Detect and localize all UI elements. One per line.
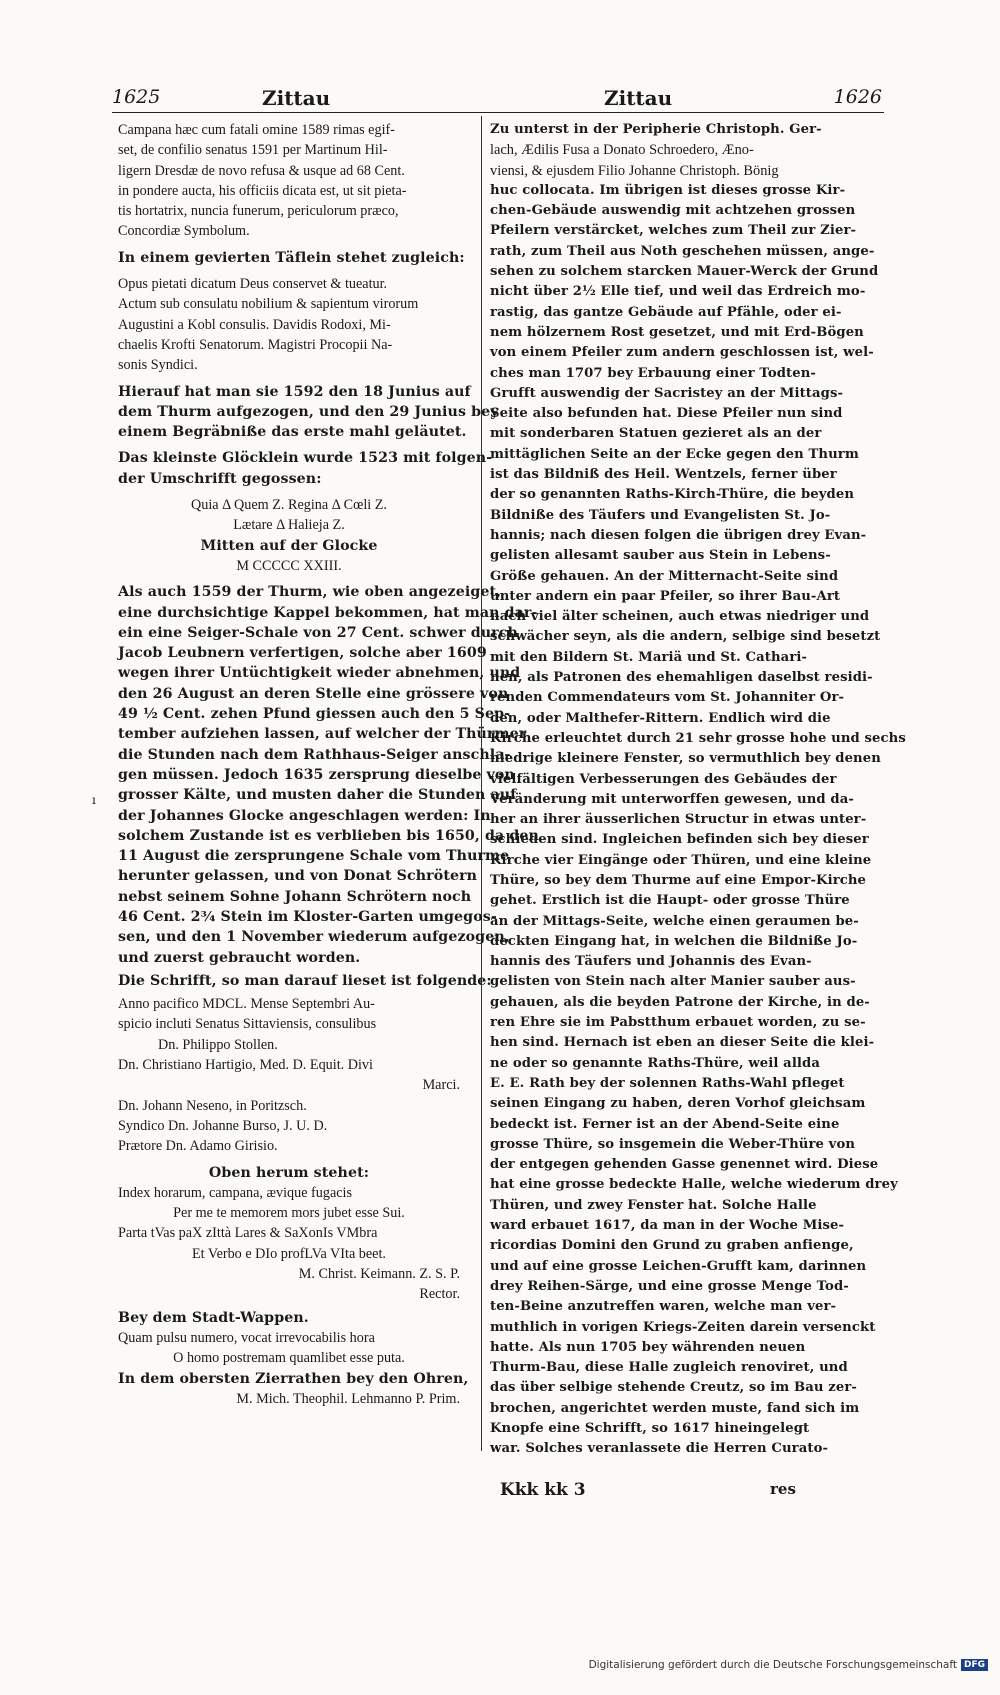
text-line: Rector. xyxy=(419,1286,460,1303)
text-line: chen-Gebäude auswendig mit achtzehen grossen xyxy=(490,203,856,219)
text-line: grosser Kälte, und musten daher die Stunden auf xyxy=(118,787,517,804)
text-line: ren Ehre sie im Pabstthum erbauet worden, zu se- xyxy=(490,1015,866,1031)
text-line: Dn. Christiano Hartigio, Med. D. Equit. Divi xyxy=(118,1057,373,1074)
text-line: hat eine grosse bedeckte Halle, welche wiederum drey xyxy=(490,1177,898,1193)
text-line: Bildniße des Täufers und Evangelisten St. Jo- xyxy=(490,507,831,523)
text-line: Als auch 1559 der Thurm, wie oben angezeiget, xyxy=(118,584,502,601)
text-line: und zuerst gebraucht worden. xyxy=(118,949,361,966)
text-line: ten-Beine anzutreffen waren, welche man ver- xyxy=(490,1299,837,1315)
text-line: tis hortatrix, nuncia funerum, periculorum præco, xyxy=(118,203,399,220)
text-line: Thüre, so bey dem Thurme auf eine Empor-Kirche xyxy=(490,872,867,888)
text-line: drey Reihen-Särge, und eine grosse Menge Tod- xyxy=(490,1278,849,1294)
text-line: hen sind. Hernach ist eben an dieser Seite die klei- xyxy=(490,1035,875,1051)
text-line: das über selbige stehende Creutz, so im Bau zer- xyxy=(490,1380,857,1396)
text-line: mit sonderbaren Statuen gezieret als an der xyxy=(490,426,822,442)
text-line: Mitten auf der Glocke xyxy=(200,537,378,554)
text-line: Dn. Philippo Stollen. xyxy=(158,1036,278,1053)
text-line: gelisten allesamt sauber aus Stein in Lebens- xyxy=(490,548,831,564)
text-line: der Umschrifft gegossen: xyxy=(118,470,322,487)
signature-mark: Kkk kk 3 xyxy=(500,1480,586,1500)
text-line: Lætare Δ Halieja Z. xyxy=(233,517,345,534)
text-line: schwächer seyn, als die andern, selbige sind besetzt xyxy=(490,629,881,645)
text-line: her an ihrer äusserlichen Structur in etwas unter- xyxy=(490,812,867,828)
text-line: der so genannten Raths-Kirch-Thüre, die beyden xyxy=(490,487,855,503)
text-line: M. Mich. Theophil. Lehmanno P. Prim. xyxy=(236,1390,460,1407)
text-line: von einem Pfeiler zum andern geschlossen ist, wel- xyxy=(490,345,874,361)
text-line: spicio incluti Senatus Sittaviensis, consulibus xyxy=(118,1016,377,1033)
text-line: E. E. Rath bey der solennen Raths-Wahl pfleget xyxy=(490,1075,845,1091)
text-line: muthlich in vorigen Kriegs-Zeiten darein versenckt xyxy=(490,1319,876,1335)
text-line: Thurm-Bau, diese Halle zugleich renoviret, und xyxy=(490,1360,848,1376)
text-line: huc collocata. Im übrigen ist dieses grosse Kir- xyxy=(490,182,846,198)
text-line: Augustini a Kobl consulis. Davidis Rodoxi, Mi- xyxy=(118,316,391,333)
text-line: Hierauf hat man sie 1592 den 18 Junius auf xyxy=(118,383,471,400)
text-line: Campana hæc cum fatali omine 1589 rimas egif- xyxy=(118,122,395,138)
text-line: Veränderung mit unterworffen gewesen, und da- xyxy=(490,791,854,807)
text-line: In dem obersten Zierrathen bey den Ohren, xyxy=(118,1370,469,1387)
text-line: chaelis Krofti Senatorum. Magistri Procopii Na- xyxy=(118,336,393,353)
text-line: gehauen, als die beyden Patrone der Kirche, in de- xyxy=(490,994,870,1010)
text-line: Zu unterst in der Peripherie Christoph. Ger- xyxy=(490,122,822,137)
text-line: Index horarum, campana, ævique fugacis xyxy=(118,1184,353,1201)
text-line: seinen Eingang zu haben, deren Vorhof gleichsam xyxy=(490,1096,866,1112)
text-line: rastig, das gantze Gebäude auf Pfähle, oder ei- xyxy=(490,304,842,320)
text-line: nen, als Patronen des ehemahligen daselbst residi- xyxy=(490,670,873,686)
text-line: M. Christ. Keimann. Z. S. P. xyxy=(298,1266,460,1283)
text-line: Concordiæ Symbolum. xyxy=(118,223,250,240)
text-line: O homo postremam quamlibet esse puta. xyxy=(173,1350,405,1367)
text-line: der Johannes Glocke angeschlagen werden: In xyxy=(118,807,491,824)
text-line: niedrige kleinere Fenster, so vermuthlich bey denen xyxy=(490,751,881,767)
text-line: ne oder so genannte Raths-Thüre, weil allda xyxy=(490,1055,821,1071)
text-line: Syndico Dn. Johanne Burso, J. U. D. xyxy=(118,1117,328,1134)
text-line: hannis des Täufers und Johannis des Evan- xyxy=(490,954,812,970)
text-line: sonis Syndici. xyxy=(118,357,198,374)
text-line: eine durchsichtige Kappel bekommen, hat man dar- xyxy=(118,604,538,621)
text-line: Jacob Leubnern verfertigen, solche aber 1609 xyxy=(118,645,487,662)
text-line: M CCCCC XXIII. xyxy=(236,557,342,574)
text-line: Pfeilern verstärcket, welches zum Theil zur Zier- xyxy=(490,223,857,239)
text-line: Knopfe eine Schrifft, so 1617 hineingelegt xyxy=(490,1421,810,1436)
page-number-right: 1626 xyxy=(833,86,882,108)
text-line: renden Commendateurs vom St. Johanniter Or- xyxy=(490,690,845,706)
text-line: der entgegen gehenden Gasse genennet wird. Diese xyxy=(490,1157,879,1173)
text-line: ward erbauet 1617, da man in der Woche Mise- xyxy=(490,1218,845,1234)
text-line: grosse Thüre, so insgemein die Weber-Thüre von xyxy=(490,1136,856,1152)
text-line: 49 ½ Cent. zehen Pfund giessen auch den 5 Sep- xyxy=(118,706,511,723)
text-line: nicht über 2½ Elle tief, und weil das Erdreich mo- xyxy=(490,284,866,300)
text-line: viensi, & ejusdem Filio Johanne Christoph. Bönig xyxy=(490,162,779,179)
text-line: gelisten von Stein nach alter Manier sauber aus- xyxy=(490,974,856,990)
text-line: vielfältigen Verbesserungen des Gebäudes der xyxy=(490,771,837,787)
text-line: und auf eine grosse Leichen-Grufft kam, darinnen xyxy=(490,1258,867,1274)
text-line: Kirche erleuchtet durch 21 sehr grosse hohe und sechs xyxy=(490,730,906,746)
text-line: In einem gevierten Täflein stehet zugleich: xyxy=(118,249,465,266)
text-line: gehet. Erstlich ist die Haupt- oder grosse Thüre xyxy=(490,893,850,909)
header-rule xyxy=(112,112,884,113)
text-line: ricordias Domini den Grund zu graben anfienge, xyxy=(490,1238,854,1254)
text-line: rath, zum Theil aus Noth geschehen müssen, ange- xyxy=(490,243,875,259)
text-line: ligern Dresdæ de novo refusa & usque ad 68 Cent. xyxy=(118,162,405,179)
text-line: Et Verbo e DIo profLVa VIta beet. xyxy=(192,1245,386,1262)
running-head-right: Zittau xyxy=(604,86,673,110)
text-line: Quam pulsu numero, vocat irrevocabilis hora xyxy=(118,1329,375,1346)
text-line: dem Thurm aufgezogen, und den 29 Junius bey xyxy=(118,403,499,420)
left-column xyxy=(118,120,539,1409)
text-line: unter andern ein paar Pfeiler, so ihrer Bau-Art xyxy=(490,588,841,604)
running-head-left: Zittau xyxy=(262,86,331,110)
text-line: mittäglichen Seite an der Ecke gegen den Thurm xyxy=(490,446,859,462)
text-line: ist das Bildniß des Heil. Wentzels, ferner über xyxy=(490,467,837,483)
text-line: Oben herum stehet: xyxy=(208,1164,370,1181)
text-line: Opus pietati dicatum Deus conservet & tueatur. xyxy=(118,276,388,293)
text-line: den, oder Malthefer-Rittern. Endlich wird die xyxy=(490,710,831,726)
text-line: nebst seinem Sohne Johann Schrötern noch xyxy=(118,888,472,905)
text-line: Thüren, und zwey Fenster hat. Solche Halle xyxy=(490,1197,817,1213)
dfg-logo: DFG xyxy=(961,1659,988,1671)
text-line: war. Solches veranlassete die Herren Curato- xyxy=(490,1441,829,1457)
text-line: Kirche vier Eingänge oder Thüren, und eine kleine xyxy=(490,852,872,868)
catchword: res xyxy=(770,1480,796,1498)
text-line: Anno pacifico MDCL. Mense Septembri Au- xyxy=(118,996,375,1013)
text-line: Die Schrifft, so man darauf lieset ist folgende: xyxy=(118,972,492,989)
text-line: Das kleinste Glöcklein wurde 1523 mit folgen- xyxy=(118,450,493,467)
text-line: Prætore Dn. Adamo Girisio. xyxy=(118,1138,278,1155)
text-line: Seite also befunden hat. Diese Pfeiler nun sind xyxy=(490,406,843,422)
page-number-left: 1625 xyxy=(112,86,161,108)
right-column xyxy=(490,120,906,1460)
text-line: Actum sub consulatu nobilium & sapientum virorum xyxy=(118,296,419,313)
text-line: nem hölzernem Rost gesetzet, und mit Erd-Bögen xyxy=(490,324,864,340)
text-line: an der Mittags-Seite, welche einen geraumen be- xyxy=(490,913,859,929)
text-line: Bey dem Stadt-Wappen. xyxy=(118,1309,309,1326)
text-line: lach, Ædilis Fusa a Donato Schroedero, Æno- xyxy=(490,142,754,159)
text-line: 46 Cent. 2¾ Stein im Kloster-Garten umgegos- xyxy=(118,908,497,925)
text-line: bedeckt ist. Ferner ist an der Abend-Seite eine xyxy=(490,1116,840,1132)
text-line: Grufft auswendig der Sacristey an der Mittags- xyxy=(490,385,844,401)
text-line: mit den Bildern St. Mariä und St. Cathari- xyxy=(490,649,808,665)
footer-credit xyxy=(589,1659,988,1671)
text-line: herunter gelassen, und von Donat Schrötern xyxy=(118,868,478,885)
text-line: Quia Δ Quem Z. Regina Δ Cœli Z. xyxy=(191,497,387,514)
text-line: brochen, angerichtet werden muste, fand sich im xyxy=(490,1400,860,1416)
text-line: ein eine Seiger-Schale von 27 Cent. schwer durch xyxy=(118,624,518,641)
footer-text: Digitalisierung gefördert durch die Deutsche Forschungsgemeinschaft xyxy=(588,1659,957,1671)
text-line: sen, und den 1 November wiederum aufgezogen, xyxy=(118,929,510,946)
text-line: Parta tVas paX zIttà Lares & SaXonIs VMbra xyxy=(118,1225,378,1242)
text-line: 11 August die zersprungene Schale vom Thurme xyxy=(118,848,510,865)
text-line: wegen ihrer Untüchtigkeit wieder abnehmen, und xyxy=(118,665,521,682)
text-line: einem Begräbniße das erste mahl geläutet. xyxy=(118,424,467,441)
text-line: set, de confilio senatus 1591 per Martinum Hil- xyxy=(118,142,388,159)
text-line: nach viel älter scheinen, auch etwas niedriger und xyxy=(490,609,870,625)
text-line: deckten Eingang hat, in welchen die Bildniße Jo- xyxy=(490,933,858,949)
text-line: schieden sind. Ingleichen befinden sich bey dieser xyxy=(490,832,869,848)
text-line: Per me te memorem mors jubet esse Sui. xyxy=(173,1205,405,1222)
text-line: Größe gehauen. An der Mitternacht-Seite sind xyxy=(490,568,839,584)
text-line: den 26 August an deren Stelle eine grössere von xyxy=(118,685,509,702)
text-line: sehen zu solchem starcken Mauer-Werck der Grund xyxy=(490,264,879,280)
margin-mark: ı xyxy=(92,793,96,807)
text-line: solchem Zustande ist es verblieben bis 1650, da den xyxy=(118,827,539,844)
text-line: Dn. Johann Neseno, in Poritzsch. xyxy=(118,1097,307,1114)
text-line: ches man 1707 bey Erbauung einer Todten- xyxy=(490,365,816,381)
column-divider xyxy=(481,116,482,1451)
text-line: gen müssen. Jedoch 1635 zersprung dieselbe von xyxy=(118,766,515,783)
text-line: in pondere aucta, his officiis dicata est, ut sit pieta- xyxy=(118,182,407,199)
text-line: die Stunden nach dem Rathhaus-Seiger anschla- xyxy=(118,746,511,763)
text-line: Marci. xyxy=(422,1077,460,1094)
text-line: tember aufziehen lassen, auf welcher der Thürmer xyxy=(118,726,527,743)
text-line: hannis; nach diesen folgen die übrigen drey Evan- xyxy=(490,527,867,543)
text-line: hatte. Als nun 1705 bey währenden neuen xyxy=(490,1339,806,1355)
